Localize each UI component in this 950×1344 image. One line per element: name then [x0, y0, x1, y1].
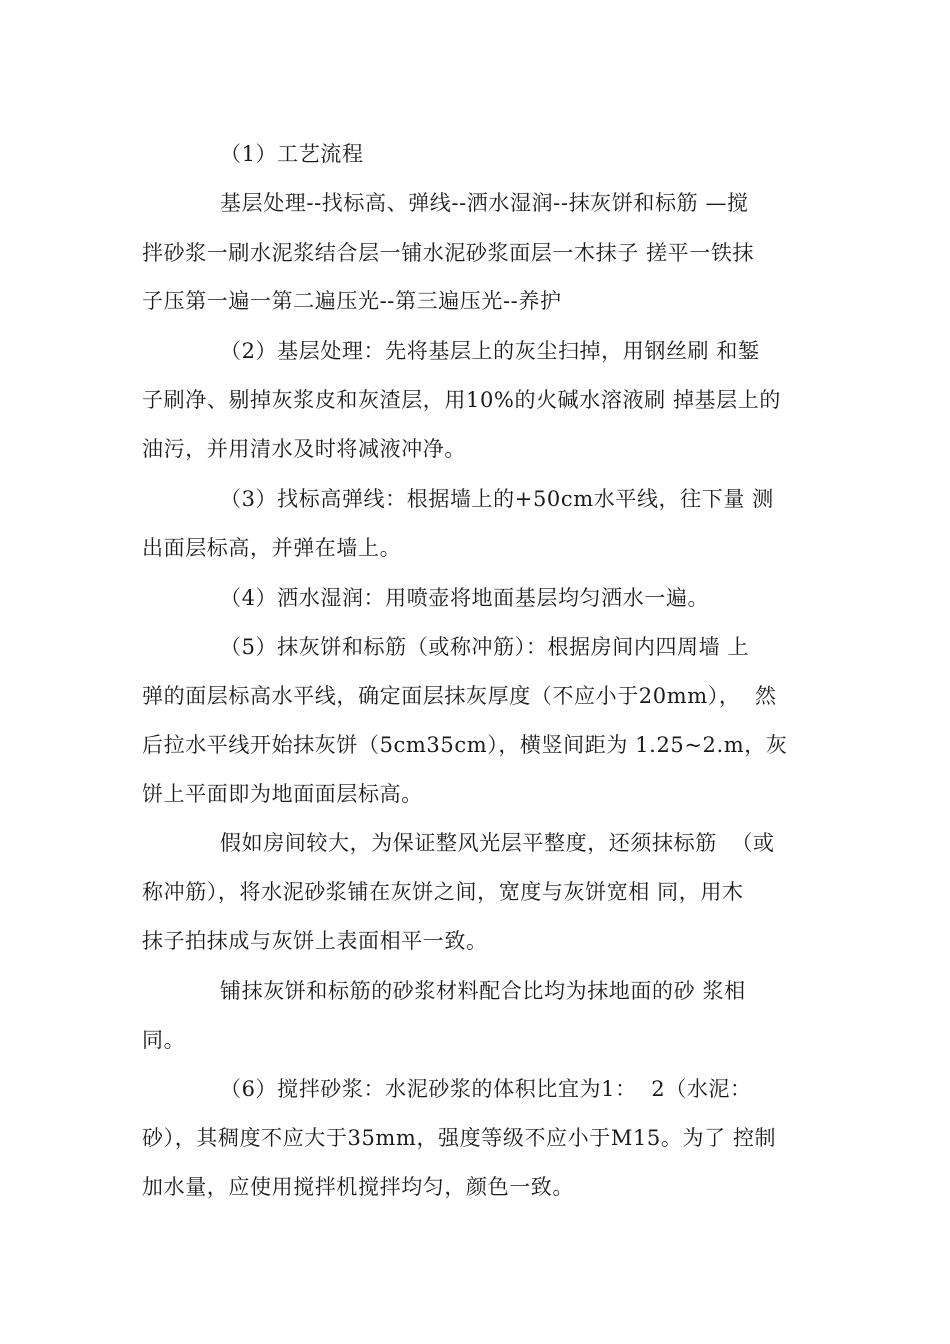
- text-line: 子刷净、剔掉灰浆皮和灰渣层，用10%的火碱水溶液刷 掉基层上的: [142, 388, 781, 412]
- text-line: 弹的面层标高水平线，确定面层抹灰厚度（不应小于20mm）， 然: [142, 684, 777, 708]
- text-line: 加水量，应使用搅拌机搅拌均匀，颜色一致。: [142, 1175, 574, 1199]
- text-line: 砂），其稠度不应大于35mm，强度等级不应小于M15。为了 控制: [142, 1126, 777, 1150]
- text-line: 铺抹灰饼和标筋的砂浆材料配合比均为抹地面的砂 浆相: [220, 979, 746, 1003]
- text-line: （6）搅拌砂浆：水泥砂浆的体积比宜为1： 2（水泥：: [220, 1077, 752, 1101]
- heading-process-flow: （1）工艺流程: [220, 142, 364, 166]
- text-line: 饼上平面即为地面面层标高。: [142, 782, 423, 806]
- text-line: 同。: [142, 1028, 186, 1052]
- text-line: （5）抹灰饼和标筋（或称冲筋）：根据房间内四周墙 上: [220, 635, 750, 659]
- text-line: （4）洒水湿润：用喷壶将地面基层均匀洒水一遍。: [220, 586, 710, 610]
- text-line: 拌砂浆一刷水泥浆结合层一铺水泥砂浆面层一木抹子 搓平一铁抹: [142, 241, 755, 265]
- text-line: （2）基层处理：先将基层上的灰尘扫掉，用钢丝刷 和錾: [220, 339, 760, 363]
- text-line: 抹子拍抹成与灰饼上表面相平一致。: [142, 929, 488, 953]
- text-line: 子压第一遍一第二遍压光--第三遍压光--养护: [142, 289, 562, 313]
- text-line: 称冲筋），将水泥砂浆铺在灰饼之间，宽度与灰饼宽相 同，用木: [142, 880, 744, 904]
- text-line: 出面层标高，并弹在墙上。: [142, 536, 402, 560]
- text-line: （3）找标高弹线：根据墙上的+50cm水平线，往下量 测: [220, 487, 774, 511]
- text-line: 油污，并用清水及时将减液冲净。: [142, 437, 466, 461]
- text-line: 基层处理--找标高、弹线--洒水湿润--抹灰饼和标筋 —搅: [220, 191, 749, 215]
- text-line: 后拉水平线开始抹灰饼（5cm35cm），横竖间距为 1.25~2.m，灰: [142, 733, 788, 757]
- text-line: 假如房间较大，为保证整风光层平整度，还须抹标筋 （或: [220, 831, 775, 855]
